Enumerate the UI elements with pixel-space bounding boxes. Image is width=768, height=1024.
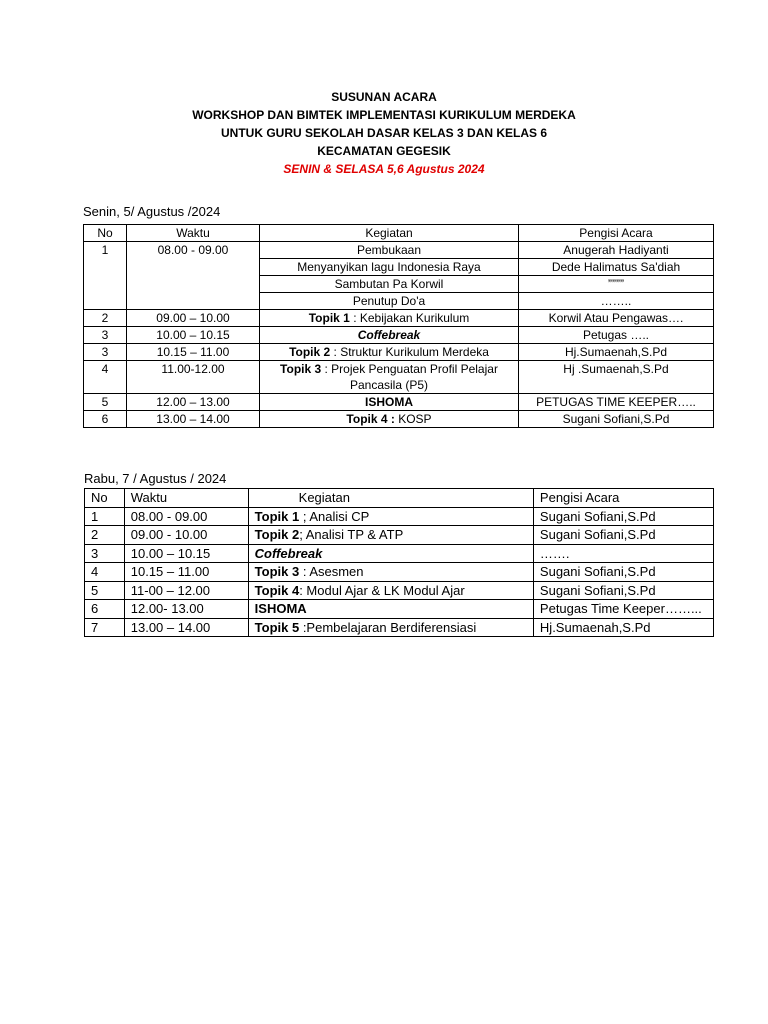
row-activity	[260, 411, 519, 428]
row-activity	[260, 394, 519, 411]
table-header-row	[85, 489, 714, 508]
col-header-presenter: Pengisi Acara	[519, 225, 714, 242]
day1-label: Senin, 5/ Agustus /2024	[83, 204, 221, 219]
row-activity	[248, 581, 533, 600]
break-label: Coffebreak	[254, 545, 323, 561]
row-time: 12.00- 13.00	[124, 600, 248, 619]
header-title: SUSUNAN ACARA	[331, 90, 437, 104]
row-presenter: Sugani Sofiani,S.Pd	[533, 581, 713, 600]
topic-label: ISHOMA	[365, 395, 413, 409]
topic-label: Topik 5	[254, 619, 300, 635]
row-no: 1	[85, 507, 125, 526]
row-time: 10.15 – 11.00	[124, 563, 248, 582]
row-presenter: Hj.Sumaenah,S.Pd	[519, 344, 714, 361]
row-activity	[260, 361, 519, 394]
row-time: 12.00 – 13.00	[127, 394, 260, 411]
row-no: 6	[84, 411, 127, 428]
row-time: 08.00 - 09.00	[124, 507, 248, 526]
row-no: 7	[85, 618, 125, 637]
topic-label: ISHOMA	[254, 601, 307, 616]
row-time: 10.15 – 11.00	[127, 344, 260, 361]
col-header-time: Waktu	[124, 489, 248, 508]
table-row	[85, 581, 714, 600]
break-label: Coffebreak	[357, 328, 421, 342]
header-audience: UNTUK GURU SEKOLAH DASAR KELAS 3 DAN KELAS 6	[220, 126, 548, 140]
table-row	[85, 526, 714, 545]
table-row	[85, 563, 714, 582]
row-presenter: PETUGAS TIME KEEPER…..	[519, 394, 714, 411]
row-no: 3	[84, 344, 127, 361]
topic-text: ; Analisi TP & ATP	[299, 527, 404, 542]
col-header-presenter: Pengisi Acara	[533, 489, 713, 508]
row-presenter: ””””	[519, 276, 714, 293]
row-no: 2	[85, 526, 125, 545]
row-time: 11.00-12.00	[127, 361, 260, 394]
row-no: 4	[85, 563, 125, 582]
table-row	[84, 411, 714, 428]
row-activity	[260, 327, 519, 344]
row-no: 6	[85, 600, 125, 619]
row-no: 1	[84, 242, 127, 310]
table-row	[84, 327, 714, 344]
row-presenter: Anugerah Hadiyanti	[519, 242, 714, 259]
row-activity	[248, 618, 533, 637]
row-time: 13.00 – 14.00	[127, 411, 260, 428]
row-time: 13.00 – 14.00	[124, 618, 248, 637]
header-event-name: WORKSHOP DAN BIMTEK IMPLEMENTASI KURIKULUM MERDEKA	[192, 108, 576, 122]
row-activity	[260, 344, 519, 361]
row-activity	[248, 526, 533, 545]
row-no: 2	[84, 310, 127, 327]
row-time: 10.00 – 10.15	[127, 327, 260, 344]
topic-text: : Asesmen	[299, 564, 364, 579]
topic-label: Topik 1	[308, 311, 350, 325]
row-no: 3	[84, 327, 127, 344]
col-header-activity: Kegiatan	[260, 225, 519, 242]
day1-schedule-table	[83, 224, 714, 428]
topic-text: : Struktur Kurikulum Merdeka	[330, 345, 489, 359]
row-presenter: Sugani Sofiani,S.Pd	[533, 526, 713, 545]
table-row	[84, 344, 714, 361]
row-no: 4	[84, 361, 127, 394]
topic-label: Topik 4 :	[346, 412, 395, 426]
topic-text: : Modul Ajar & LK Modul Ajar	[299, 582, 465, 598]
document-header	[0, 88, 768, 178]
header-date: SENIN & SELASA 5,6 Agustus 2024	[283, 162, 485, 176]
row-time: 09.00 - 10.00	[124, 526, 248, 545]
row-presenter: Sugani Sofiani,S.Pd	[533, 563, 713, 582]
row-activity: Sambutan Pa Korwil	[260, 276, 519, 293]
col-header-time: Waktu	[127, 225, 260, 242]
table-row	[85, 544, 714, 563]
table-row	[85, 600, 714, 619]
topic-label: Topik 3	[254, 564, 300, 579]
table-row	[85, 618, 714, 637]
row-presenter: Dede Halimatus Sa'diah	[519, 259, 714, 276]
day2-label: Rabu, 7 / Agustus / 2024	[84, 471, 227, 486]
table-row	[84, 361, 714, 394]
topic-label: Topik 3	[280, 362, 322, 376]
row-presenter: ……..	[519, 293, 714, 310]
topic-text: :Pembelajaran Berdiferensiasi	[299, 619, 477, 635]
row-activity	[248, 507, 533, 526]
row-presenter: Korwil Atau Pengawas….	[519, 310, 714, 327]
topic-label: Topik 4	[254, 582, 300, 598]
row-no: 5	[84, 394, 127, 411]
row-presenter: Sugani Sofiani,S.Pd	[519, 411, 714, 428]
row-activity: Pembukaan	[260, 242, 519, 259]
row-presenter: Petugas Time Keeper……...	[533, 600, 713, 619]
topic-text: : Projek Penguatan Profil Pelajar Pancasila (P5)	[321, 362, 498, 392]
topic-text: ; Analisi CP	[299, 508, 370, 524]
topic-text: : Kebijakan Kurikulum	[349, 311, 470, 325]
row-time: 08.00 - 09.00	[127, 242, 260, 310]
row-activity: Menyanyikan lagu Indonesia Raya	[260, 259, 519, 276]
row-presenter: Petugas …..	[519, 327, 714, 344]
row-no: 3	[85, 544, 125, 563]
row-no: 5	[85, 581, 125, 600]
row-activity	[248, 544, 533, 563]
row-activity: Penutup Do'a	[260, 293, 519, 310]
row-presenter: Hj .Sumaenah,S.Pd	[519, 361, 714, 394]
header-district: KECAMATAN GEGESIK	[317, 144, 451, 158]
row-activity	[248, 563, 533, 582]
topic-label: Topik 2	[289, 345, 331, 359]
topic-label: Topik 1	[254, 508, 300, 524]
row-activity	[260, 310, 519, 327]
row-activity	[248, 600, 533, 619]
row-time: 11-00 – 12.00	[124, 581, 248, 600]
table-header-row	[84, 225, 714, 242]
row-presenter: Sugani Sofiani,S.Pd	[533, 507, 713, 526]
table-row	[84, 394, 714, 411]
topic-label: Topik 2	[254, 527, 300, 542]
col-header-activity: Kegiatan	[248, 489, 533, 508]
day2-schedule-table	[84, 488, 714, 637]
row-presenter: Hj.Sumaenah,S.Pd	[533, 618, 713, 637]
table-row	[84, 242, 714, 259]
row-time: 10.00 – 10.15	[124, 544, 248, 563]
col-header-no: No	[85, 489, 125, 508]
table-row	[84, 310, 714, 327]
row-time: 09.00 – 10.00	[127, 310, 260, 327]
topic-text: KOSP	[394, 412, 432, 426]
col-header-no: No	[84, 225, 127, 242]
table-row	[85, 507, 714, 526]
row-presenter: …….	[533, 544, 713, 563]
